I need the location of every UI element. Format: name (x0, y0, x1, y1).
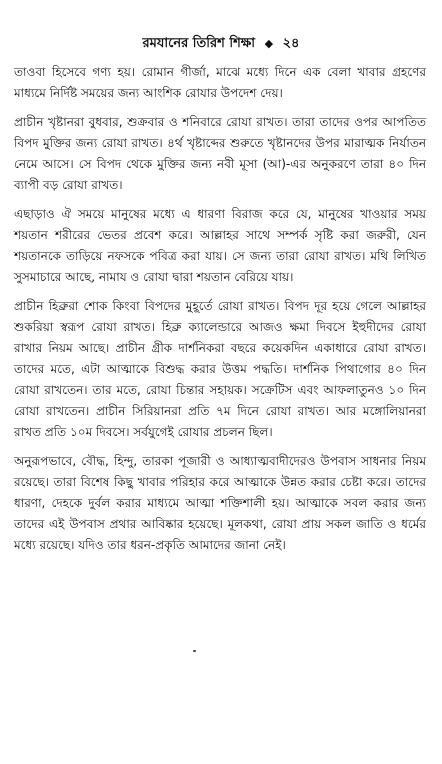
body-text (14, 62, 426, 564)
book-title: রমযানের তিরিশ শিক্ষা (142, 36, 256, 51)
paragraph-5: অনুরূপভাবে, বৌদ্ধ, হিন্দু, তারকা পূজারী ও আধ্যাত্মবাদীদেরও উপবাস সাধনার নিয়ম রয়েছে। তারা বিশেষ কিছু খাবার পরিহার করে আত্মাকে উন্নত করার চেষ্টা করে। তাদের ধারণা, দেহকে দুর্বল করার মাধ্যমে আত্মা শক্তিশালী হয়। আত্মাকে সবল করার জন্য তাদের এই উপবাস প্রথার আবিষ্কার হয়েছে। মূলকথা, রোযা প্রায় সকল জাতি ও ধর্মের মধ্যে রয়েছে। যদিও তার ধরন-প্রকৃতি আমাদের জানা নেই। (14, 454, 426, 552)
page-number: ২৪ (282, 36, 300, 51)
running-header (0, 34, 442, 55)
paragraph-2: প্রাচীন খৃষ্টানরা বুধবার, শুক্রবার ও শনিবারে রোযা রাখত। তারা তাদের ওপর আপতিত বিপদ মুক্তির জন্য রোযা রাখত। ৪র্থ খৃষ্টাব্দের শুরুতে খৃষ্টানদের উপর মারাত্মক নির্যাতন নেমে আসে। সে বিপদ থেকে মুক্তির জন্য নবী মূসা (আ)-এর অনুকরণে তারা ৪০ দিন ব্যাপী বড় রোযা রাখত। (14, 115, 426, 192)
paragraph-3: এছাড়াও ঐ সময়ে মানুষের মধ্যে এ ধারণা বিরাজ করে যে, মানুষের খাওয়ার সময় শয়তান শরীরের ভেতর প্রবেশ করে। আল্লাহর সাথে সম্পর্ক সৃষ্টি করা জরুরী, যেন শয়তানকে তাড়িয়ে নফসকে পবিত্র করা যায়। সে জন্য তারা রোযা রাখত। মথি লিখিত সুসমাচারে আছে, নামায ও রোযা দ্বারা শয়তান বেরিয়ে যায়। (14, 207, 426, 284)
stray-ink-mark (193, 650, 196, 652)
diamond-separator-icon: ◆ (264, 37, 274, 50)
paragraph-1: তাওবা হিসেবে গণ্য হয়। রোমান গীর্জা, মাঝে মধ্যে দিনে এক বেলা খাবার গ্রহণের মাধ্যমে নির্দিষ্ট সময়ের জন্য আংশিক রোযার উপদেশ দেয়। (14, 65, 426, 100)
paragraph-4: প্রাচীন হিব্রুরা শোক কিংবা বিপদের মুহূর্তে রোযা রাখত। বিপদ দূর হয়ে গেলে আল্লাহর শুকরিয়া স্বরূপ রোযা রাখত। হিব্রু ক্যালেন্ডারে আজও ক্ষমা দিবসে ইহুদীদের রোযা রাখার নিয়ম আছে। প্রাচীন গ্রীক দার্শনিকরা বছরে কয়েকদিন একাধারে রোযা রাখত। তাদের মতে, এটা আত্মাকে বিশুদ্ধ করার উত্তম পদ্ধতি। দার্শনিক পিথাগোর ৪০ দিন রোযা রাখতেন। তার মতে, রোযা চিন্তার সহায়ক। সক্রেটিস এবং আফলাতুনও ১০ দিন রোযা রাখতেন। প্রাচীন সিরিয়ানরা প্রতি ৭ম দিনে রোযা রাখত। আর মঙ্গোলিয়ানরা রাখত প্রতি ১০ম দিবসে। সর্বযুগেই রোযার প্রচলন ছিল। (14, 299, 426, 439)
